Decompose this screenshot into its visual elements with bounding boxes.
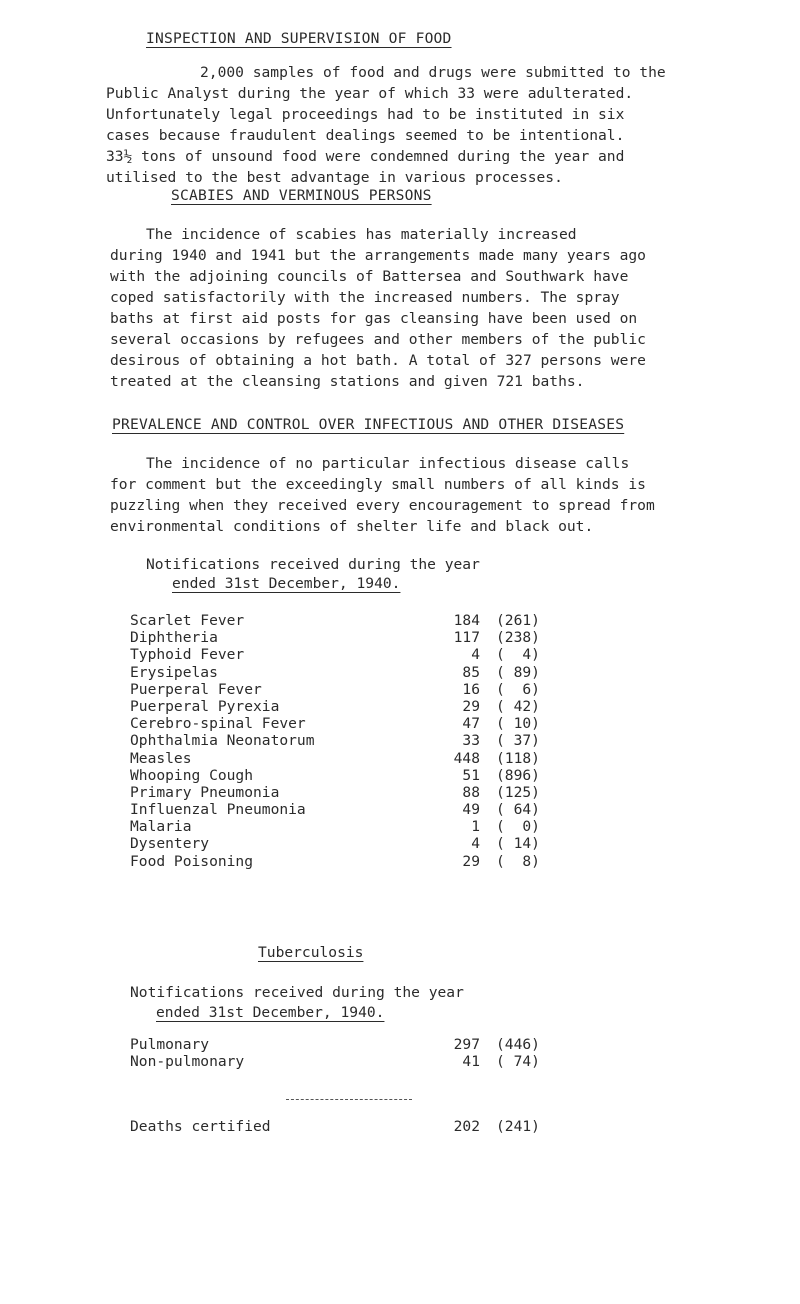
paragraph-line: desirous of obtaining a hot bath. A total of 327 persons were xyxy=(110,352,646,369)
paragraph-line: baths at first aid posts for gas cleansing have been used on xyxy=(110,310,638,327)
count: 448 xyxy=(453,749,480,767)
disease-name: Malaria xyxy=(130,818,192,836)
paragraph-line: The incidence of scabies has materially increased xyxy=(146,226,577,243)
previous-count: ( 10) xyxy=(496,715,540,733)
table-row xyxy=(130,767,580,784)
previous-count: (446) xyxy=(496,1036,540,1053)
previous-count: (241) xyxy=(496,1118,540,1135)
infectious-heading: PREVALENCE AND CONTROL OVER INFECTIOUS AND OTHER DISEASES xyxy=(112,416,625,433)
count: 202 xyxy=(453,1118,480,1135)
count: 4 xyxy=(471,835,480,853)
paragraph-line: 33½ tons of unsound food were condemned during the year and xyxy=(106,148,625,165)
table-row xyxy=(130,1118,580,1135)
disease-name: Whooping Cough xyxy=(130,766,254,784)
table-row xyxy=(130,784,580,801)
paragraph-line: cases because fraudulent dealings seemed to be intentional. xyxy=(106,127,625,144)
notifications-subtitle: ended 31st December, 1940. xyxy=(172,575,401,592)
deaths-table xyxy=(130,1118,580,1135)
notifications-table xyxy=(130,612,580,870)
divider xyxy=(286,1099,412,1100)
count: 184 xyxy=(453,612,480,629)
disease-name: Erysipelas xyxy=(130,663,218,681)
table-row xyxy=(130,1036,580,1053)
previous-count: (896) xyxy=(496,766,540,784)
table-row xyxy=(130,715,580,732)
previous-count: ( 37) xyxy=(496,732,540,750)
count: 117 xyxy=(453,629,480,647)
disease-name: Typhoid Fever xyxy=(130,646,245,664)
disease-name: Dysentery xyxy=(130,835,210,853)
disease-name: Ophthalmia Neonatorum xyxy=(130,732,315,750)
previous-count: ( 64) xyxy=(496,801,540,819)
disease-name: Scarlet Fever xyxy=(130,612,245,629)
count: 1 xyxy=(471,818,480,836)
table-row xyxy=(130,750,580,767)
previous-count: ( 6) xyxy=(496,680,540,698)
previous-count: ( 14) xyxy=(496,835,540,853)
tuberculosis-title: Notifications received during the year xyxy=(130,984,464,1001)
previous-count: ( 42) xyxy=(496,697,540,715)
table-row xyxy=(130,681,580,698)
previous-count: ( 74) xyxy=(496,1053,540,1071)
count: 29 xyxy=(462,697,480,715)
previous-count: ( 4) xyxy=(496,646,540,664)
paragraph-line: treated at the cleansing stations and given 721 baths. xyxy=(110,373,585,390)
count: 16 xyxy=(462,680,480,698)
table-row xyxy=(130,629,580,646)
tuberculosis-table xyxy=(130,1036,580,1070)
count: 51 xyxy=(462,766,480,784)
paragraph-line: several occasions by refugees and other members of the public xyxy=(110,331,646,348)
paragraph-line: 2,000 samples of food and drugs were submitted to the xyxy=(200,64,666,81)
disease-name: Puerperal Fever xyxy=(130,680,262,698)
previous-count: (125) xyxy=(496,783,540,801)
table-row xyxy=(130,1053,580,1070)
disease-name: Food Poisoning xyxy=(130,852,254,870)
count: 47 xyxy=(462,715,480,733)
table-row xyxy=(130,612,580,629)
table-row xyxy=(130,664,580,681)
count: 4 xyxy=(471,646,480,664)
scabies-heading: SCABIES AND VERMINOUS PERSONS xyxy=(171,187,432,204)
disease-name: Influenzal Pneumonia xyxy=(130,801,306,819)
disease-name: Cerebro-spinal Fever xyxy=(130,715,306,733)
count: 41 xyxy=(462,1053,480,1071)
paragraph-line: during 1940 and 1941 but the arrangements made many years ago xyxy=(110,247,646,264)
paragraph-line: with the adjoining councils of Battersea and Southwark have xyxy=(110,268,629,285)
table-row xyxy=(130,835,580,852)
table-row xyxy=(130,801,580,818)
table-row xyxy=(130,646,580,663)
disease-name: Measles xyxy=(130,749,192,767)
previous-count: ( 89) xyxy=(496,663,540,681)
table-row xyxy=(130,818,580,835)
notifications-title: Notifications received during the year xyxy=(146,556,480,573)
tuberculosis-heading: Tuberculosis xyxy=(258,944,364,961)
count: 88 xyxy=(462,783,480,801)
paragraph-line: coped satisfactorily with the increased numbers. The spray xyxy=(110,289,620,306)
disease-name: Primary Pneumonia xyxy=(130,783,280,801)
paragraph-line: The incidence of no particular infectious disease calls xyxy=(146,455,630,472)
paragraph-line: puzzling when they received every encouragement to spread from xyxy=(110,497,655,514)
previous-count: ( 8) xyxy=(496,852,540,870)
tb-type: Non-pulmonary xyxy=(130,1053,245,1071)
paragraph-line: environmental conditions of shelter life and black out. xyxy=(110,518,594,535)
scabies-paragraph xyxy=(110,224,780,392)
previous-count: (261) xyxy=(496,612,540,629)
count: 29 xyxy=(462,852,480,870)
count: 33 xyxy=(462,732,480,750)
table-row xyxy=(130,732,580,749)
disease-name: Puerperal Pyrexia xyxy=(130,697,280,715)
count: 85 xyxy=(462,663,480,681)
tb-type: Pulmonary xyxy=(130,1036,210,1053)
table-row xyxy=(130,853,580,870)
deaths-label: Deaths certified xyxy=(130,1118,271,1135)
tuberculosis-subtitle: ended 31st December, 1940. xyxy=(156,1004,385,1021)
paragraph-line: Public Analyst during the year of which 33 were adulterated. xyxy=(106,85,634,102)
previous-count: (118) xyxy=(496,749,540,767)
previous-count: (238) xyxy=(496,629,540,647)
food-paragraph xyxy=(106,62,780,188)
food-heading: INSPECTION AND SUPERVISION OF FOOD xyxy=(146,30,452,47)
disease-name: Diphtheria xyxy=(130,629,218,647)
paragraph-line: Unfortunately legal proceedings had to be instituted in six xyxy=(106,106,625,123)
previous-count: ( 0) xyxy=(496,818,540,836)
paragraph-line: for comment but the exceedingly small numbers of all kinds is xyxy=(110,476,646,493)
count: 49 xyxy=(462,801,480,819)
table-row xyxy=(130,698,580,715)
count: 297 xyxy=(453,1036,480,1053)
infectious-paragraph xyxy=(110,453,780,537)
paragraph-line: utilised to the best advantage in various processes. xyxy=(106,169,563,186)
